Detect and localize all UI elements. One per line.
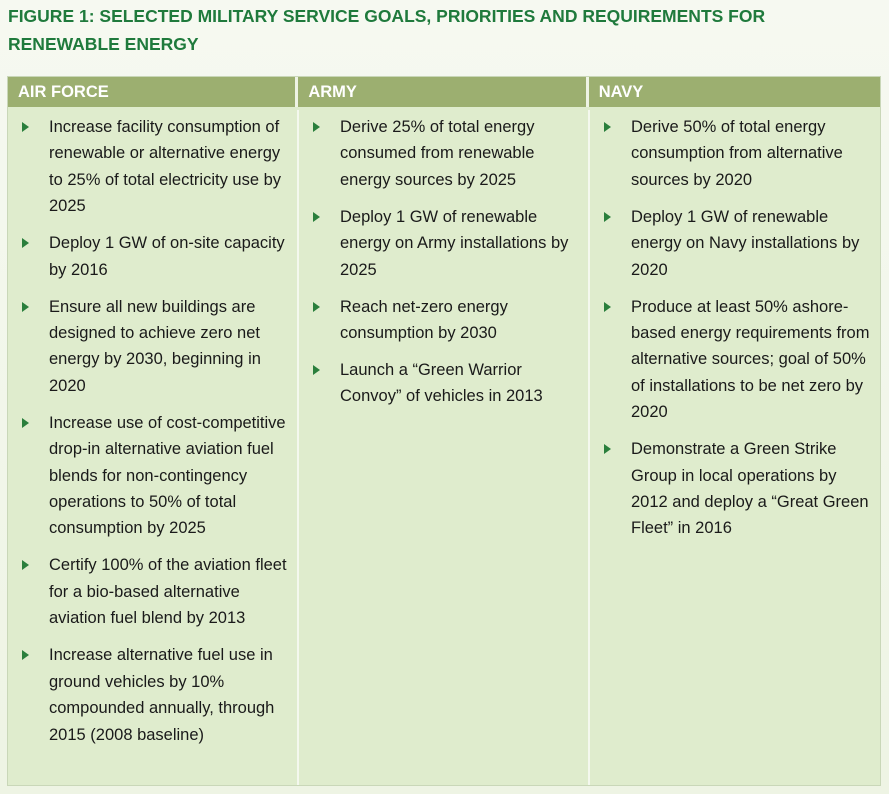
- table-header-row: [8, 77, 880, 107]
- air-force-goal-list: [8, 110, 297, 748]
- goal-text: Reach net-zero energy consumption by 2030: [340, 297, 508, 343]
- bullet-arrow-icon: [22, 302, 29, 312]
- goal-text: Deploy 1 GW of renewable energy on Army installations by 2025: [340, 207, 569, 279]
- air-force-column: [8, 110, 299, 785]
- bullet-arrow-icon: [604, 122, 611, 132]
- bullet-arrow-icon: [604, 302, 611, 312]
- figure-title-line-2: RENEWABLE ENERGY: [8, 34, 199, 54]
- army-column: [299, 110, 590, 785]
- bullet-arrow-icon: [22, 560, 29, 570]
- air-force-goal: [8, 642, 297, 748]
- air-force-goal: [8, 294, 297, 400]
- goal-text: Certify 100% of the aviation fleet for a bio-based alternative aviation fuel blend by 2013: [49, 556, 287, 628]
- goal-text: Deploy 1 GW of renewable energy on Navy installations by 2020: [631, 207, 860, 279]
- goal-text: Demonstrate a Green Strike Group in local operations by 2012 and deploy a “Great Green Fleet” in 2016: [631, 440, 869, 538]
- bullet-arrow-icon: [604, 444, 611, 454]
- army-goal: [299, 114, 588, 193]
- goal-text: Increase use of cost-competitive drop-in alternative aviation fuel blends for non-contingency operations to 50% of total consumption by 2025: [49, 413, 286, 538]
- bullet-arrow-icon: [313, 122, 320, 132]
- figure-title: [8, 2, 868, 58]
- bullet-arrow-icon: [313, 302, 320, 312]
- air-force-goal: [8, 230, 297, 283]
- navy-column: [590, 110, 882, 785]
- header-army: ARMY: [298, 77, 588, 107]
- bullet-arrow-icon: [22, 122, 29, 132]
- header-navy: NAVY: [589, 77, 880, 107]
- air-force-goal: [8, 410, 297, 542]
- goal-text: Produce at least 50% ashore-based energy requirements from alternative sources; goal of 50% of installations to be net zero by 2020: [631, 297, 870, 422]
- bullet-arrow-icon: [313, 212, 320, 222]
- goal-text: Derive 25% of total energy consumed from renewable energy sources by 2025: [340, 118, 535, 189]
- bullet-arrow-icon: [22, 650, 29, 660]
- figure-title-line-1: FIGURE 1: SELECTED MILITARY SERVICE GOALS, PRIORITIES AND REQUIREMENTS FOR: [8, 6, 766, 26]
- navy-goal: [590, 294, 882, 426]
- goals-table: [7, 76, 881, 786]
- goal-text: Derive 50% of total energy consumption from alternative sources by 2020: [631, 118, 843, 189]
- air-force-goal: [8, 552, 297, 631]
- army-goal: [299, 357, 588, 410]
- navy-goal-list: [590, 110, 882, 542]
- navy-goal: [590, 114, 882, 193]
- bullet-arrow-icon: [313, 365, 320, 375]
- header-air-force: AIR FORCE: [8, 77, 298, 107]
- goal-text: Increase facility consumption of renewable or alternative energy to 25% of total electricity use by 2025: [49, 118, 282, 216]
- air-force-goal: [8, 114, 297, 220]
- navy-goal: [590, 436, 882, 542]
- goal-text: Deploy 1 GW of on-site capacity by 2016: [49, 234, 285, 279]
- goal-text: Launch a “Green Warrior Convoy” of vehicles in 2013: [340, 361, 543, 406]
- army-goal-list: [299, 110, 588, 410]
- goal-text: Ensure all new buildings are designed to achieve zero net energy by 2030, beginning in 2020: [49, 297, 261, 395]
- navy-goal: [590, 204, 882, 283]
- army-goal: [299, 204, 588, 283]
- army-goal: [299, 294, 588, 347]
- goal-text: Increase alternative fuel use in ground vehicles by 10% compounded annually, through 2015 (2008 baseline): [49, 646, 275, 744]
- bullet-arrow-icon: [22, 238, 29, 248]
- bullet-arrow-icon: [604, 212, 611, 222]
- bullet-arrow-icon: [22, 418, 29, 428]
